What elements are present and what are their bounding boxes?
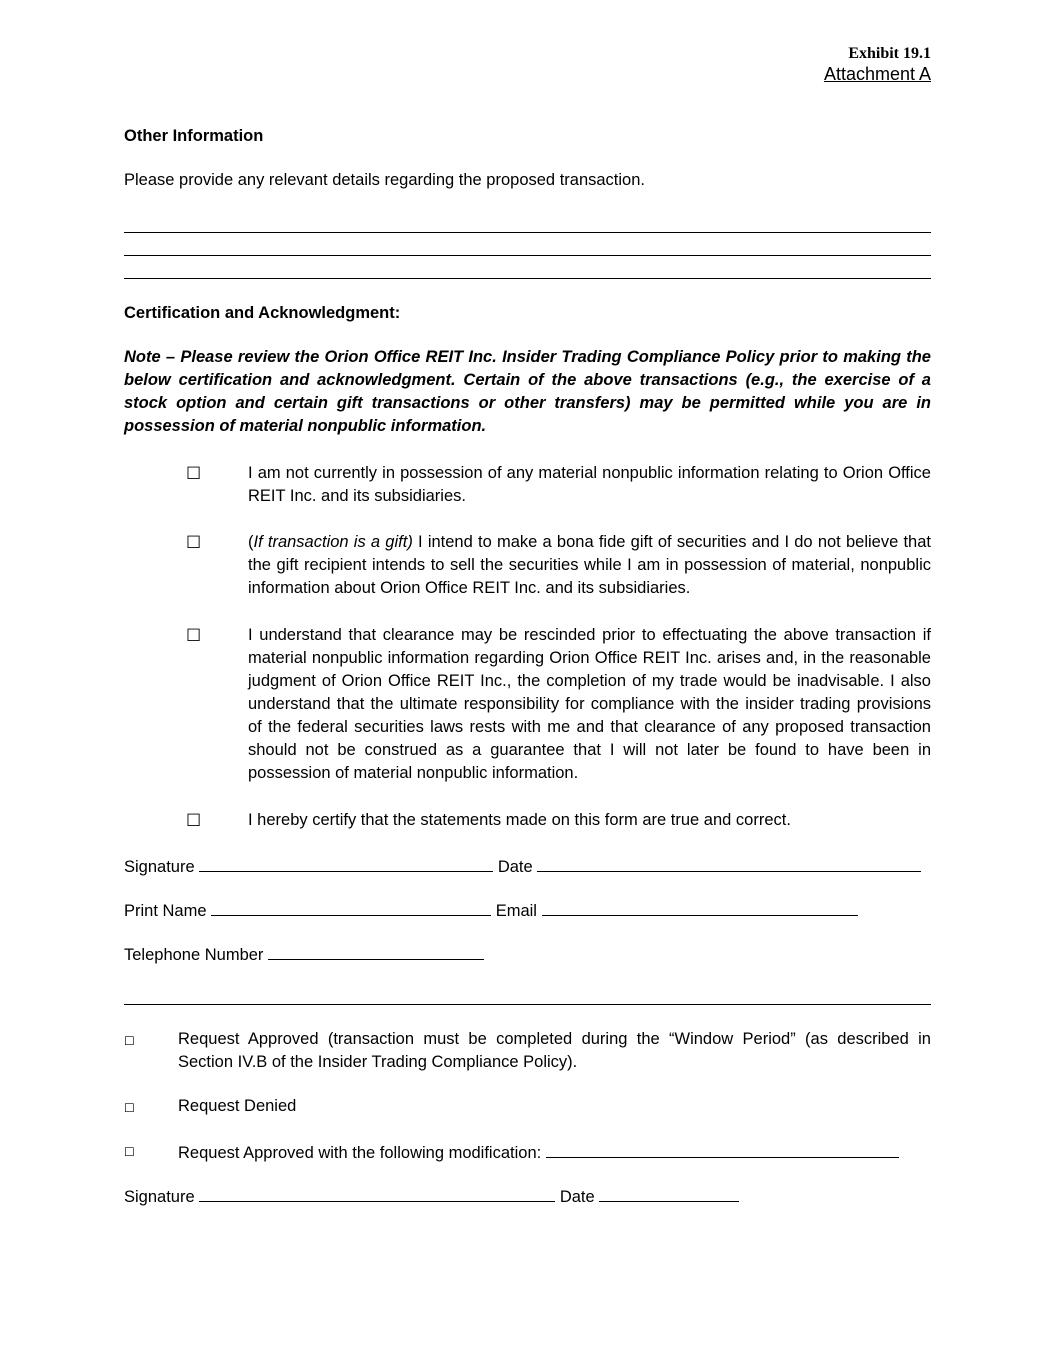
signature-row (124, 853, 921, 879)
print-name-line[interactable] (211, 897, 491, 916)
telephone-row (124, 941, 484, 967)
other-info-heading: Other Information (124, 127, 264, 145)
cert-item-2-italic: If transaction is a gift) (253, 533, 413, 551)
telephone-label: Telephone Number (124, 946, 264, 964)
modification-line[interactable] (546, 1139, 899, 1158)
modification-checkbox[interactable]: ☐ (124, 1145, 135, 1159)
cert-item-1-text: I am not currently in possession of any material nonpublic information relating to Orion Office REIT Inc. and its subsidiaries. (248, 464, 931, 505)
modification-row (178, 1139, 931, 1165)
section-divider (124, 1004, 931, 1005)
approver-date-line[interactable] (599, 1183, 739, 1202)
cert-item-2-prefix: ( (248, 533, 254, 551)
exhibit-number: Exhibit 19.1 (848, 45, 931, 62)
cert-item-4-text: I hereby certify that the statements made on this form are true and correct. (248, 811, 791, 829)
details-line-1[interactable] (124, 232, 931, 233)
certification-note: Note – Please review the Orion Office REIT Inc. Insider Trading Compliance Policy prior to making the below certification and acknowledgment. Certain of the above transactions (e.g., the exercise of a stock option and certain gift transactions or other transfers) may be permitted while you are in possession of material nonpublic information. (124, 348, 931, 435)
cert-item-2-text: I intend to make a bona fide gift of securities and I do not believe that the gift recipient intends to sell the securities while I am in possession of material, nonpublic information about Orion Office REIT Inc. and its subsidiaries. (248, 533, 931, 597)
cert-checkbox-1[interactable]: ☐ (186, 464, 202, 483)
approved-checkbox[interactable]: ☐ (124, 1034, 135, 1048)
other-info-prompt: Please provide any relevant details regarding the proposed transaction. (124, 171, 645, 189)
signature-line[interactable] (199, 853, 493, 872)
certification-heading: Certification and Acknowledgment: (124, 304, 401, 322)
print-name-row (124, 897, 858, 923)
telephone-line[interactable] (268, 941, 484, 960)
approved-text: Request Approved (transaction must be completed during the “Window Period” (as described in Section IV.B of the Insider Trading Compliance Policy). (178, 1030, 931, 1071)
attachment-title: Attachment A (823, 64, 931, 84)
cert-checkbox-2[interactable]: ☐ (186, 533, 202, 552)
cert-checkbox-3[interactable]: ☐ (186, 626, 202, 645)
denied-checkbox[interactable]: ☐ (124, 1101, 135, 1115)
approver-signature-line[interactable] (199, 1183, 555, 1202)
cert-checkbox-4[interactable]: ☐ (186, 811, 202, 830)
denied-text: Request Denied (178, 1097, 297, 1115)
date-line[interactable] (537, 853, 921, 872)
details-line-2[interactable] (124, 255, 931, 256)
cert-item-3-text: I understand that clearance may be rescinded prior to effectuating the above transaction if material nonpublic information regarding Orion Office REIT Inc. arises and, in the reasonable judgment of Orion Office REIT Inc., the completion of my trade would be inadvisable. I also understand that the ultimate responsibility for compliance with the insider trading provisions of the federal securities laws rests with me and that clearance of any proposed transaction should not be construed as a guarantee that I will not later be found to have been in possession of material nonpublic information. (248, 626, 931, 782)
approver-signature-row (124, 1183, 739, 1209)
approver-date-label: Date (559, 1188, 595, 1206)
email-line[interactable] (542, 897, 858, 916)
print-name-label: Print Name (124, 902, 207, 920)
details-line-3[interactable] (124, 278, 931, 279)
date-label: Date (497, 858, 533, 876)
cert-item-2 (248, 531, 931, 600)
signature-label: Signature (124, 858, 195, 876)
email-label: Email (495, 902, 537, 920)
modification-text: Request Approved with the following modification: (178, 1144, 542, 1162)
approver-signature-label: Signature (124, 1188, 195, 1206)
